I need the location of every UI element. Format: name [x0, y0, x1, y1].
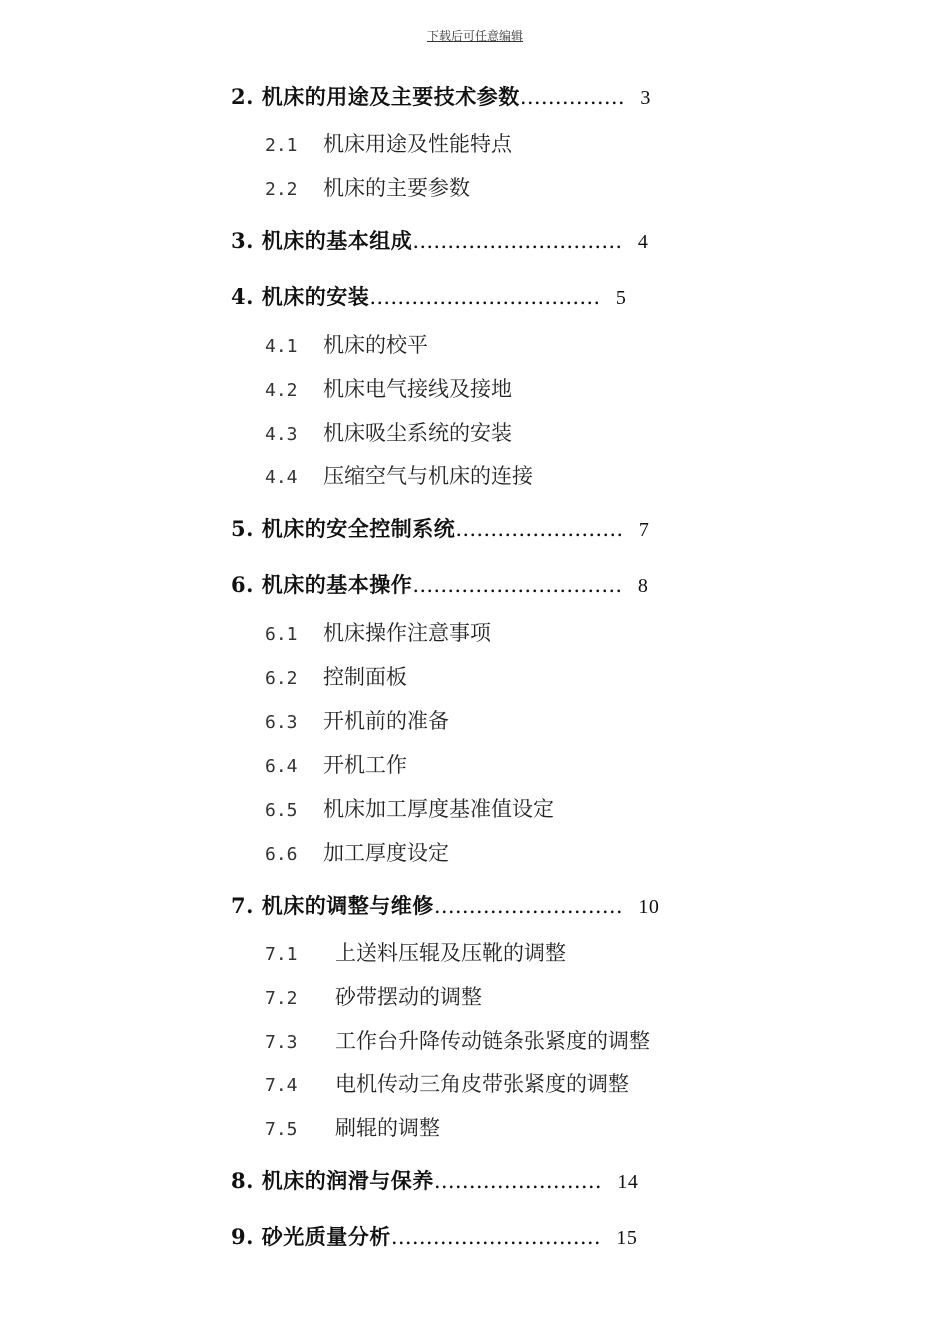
toc-title: 上送料压辊及压靴的调整 [335, 941, 566, 965]
toc-page: 3 [640, 87, 651, 109]
toc-entry-7-4[interactable] [265, 1070, 629, 1100]
toc-title: 机床用途及性能特点 [323, 132, 512, 156]
toc-title: 加工厚度设定 [323, 841, 449, 865]
toc-entry-4-2[interactable] [265, 375, 512, 405]
toc-title: 电机传动三角皮带张紧度的调整 [335, 1072, 629, 1096]
toc-page: 5 [615, 287, 627, 309]
toc-number: 2.1 [265, 135, 298, 156]
toc-entry-4-1[interactable] [265, 331, 428, 361]
toc-title: 9. 砂光质量分析 [231, 1224, 391, 1249]
toc-entry-2-1[interactable] [265, 130, 512, 160]
toc-entry-7-5[interactable] [265, 1114, 440, 1144]
toc-leader: …………………… [433, 1169, 602, 1193]
toc-page: 10 [638, 896, 660, 918]
toc-leader: ………………………… [412, 573, 623, 597]
toc-title: 6. 机床的基本操作 [231, 572, 413, 597]
toc-title: 开机工作 [323, 753, 407, 777]
toc-title: 控制面板 [323, 665, 407, 689]
toc-title: 砂带摆动的调整 [335, 985, 482, 1009]
toc-leader: ……………………… [433, 894, 623, 918]
toc-title: 开机前的准备 [323, 709, 449, 733]
toc-number: 4.2 [265, 380, 298, 401]
toc-leader: ………………………… [412, 229, 623, 253]
toc-entry-7-3[interactable] [265, 1027, 650, 1057]
toc-page: 8 [637, 575, 649, 597]
toc-number: 4.1 [265, 336, 298, 357]
toc-leader: ………………………… [390, 1225, 601, 1249]
toc-entry-4[interactable] [231, 283, 626, 312]
toc-page: 4 [637, 231, 649, 253]
toc-title: 机床操作注意事项 [323, 621, 491, 645]
toc-number: 6.2 [265, 668, 298, 689]
toc-title: 机床加工厚度基准值设定 [323, 797, 554, 821]
toc-title: 8. 机床的润滑与保养 [231, 1168, 434, 1193]
toc-leader: …………………… [455, 517, 624, 541]
toc-entry-6[interactable] [231, 571, 648, 600]
toc-title: 3. 机床的基本组成 [231, 228, 413, 253]
toc-entry-2-2[interactable] [265, 174, 470, 204]
toc-number: 7.4 [265, 1075, 298, 1096]
toc-title: 机床的主要参数 [323, 176, 470, 200]
toc-entry-4-3[interactable] [265, 419, 512, 449]
toc-entry-4-4[interactable] [265, 462, 533, 492]
toc-title: 机床电气接线及接地 [323, 377, 512, 401]
toc-title: 机床的校平 [323, 333, 428, 357]
toc-title: 2. 机床的用途及主要技术参数 [231, 84, 520, 109]
toc-entry-2[interactable] [231, 83, 651, 112]
toc-number: 7.1 [265, 944, 298, 965]
toc-page: 15 [616, 1227, 638, 1249]
toc-number: 6.3 [265, 712, 298, 733]
toc-title: 压缩空气与机床的连接 [323, 464, 533, 488]
toc-title: 5. 机床的安全控制系统 [231, 516, 456, 541]
toc-entry-5[interactable] [231, 515, 649, 544]
toc-entry-8[interactable] [231, 1167, 638, 1196]
toc-number: 2.2 [265, 179, 298, 200]
toc-page: 14 [617, 1171, 639, 1193]
toc-entry-3[interactable] [231, 227, 648, 256]
toc-entry-7-2[interactable] [265, 983, 482, 1013]
toc-page: 7 [638, 519, 650, 541]
header-text: 下载后可任意编辑 [426, 29, 523, 43]
toc-title: 4. 机床的安装 [231, 284, 370, 309]
toc-number: 7.3 [265, 1032, 298, 1053]
toc-leader: …………… [519, 85, 625, 109]
toc-entry-7-1[interactable] [265, 939, 566, 969]
toc-entry-7[interactable] [231, 892, 659, 921]
toc-entry-9[interactable] [231, 1223, 637, 1252]
toc-number: 6.1 [265, 624, 298, 645]
toc-entry-6-1[interactable] [265, 619, 491, 649]
toc-entry-6-2[interactable] [265, 663, 407, 693]
toc-number: 4.4 [265, 467, 298, 488]
toc-title: 机床吸尘系统的安装 [323, 421, 512, 445]
toc-entry-6-4[interactable] [265, 751, 407, 781]
toc-title: 工作台升降传动链条张紧度的调整 [335, 1029, 650, 1053]
toc-number: 6.4 [265, 756, 298, 777]
toc-entry-6-5[interactable] [265, 795, 554, 825]
page-header [0, 27, 950, 44]
toc-title: 刷辊的调整 [335, 1116, 440, 1140]
toc-number: 6.6 [265, 844, 298, 865]
toc-title: 7. 机床的调整与维修 [231, 893, 434, 918]
toc-number: 7.5 [265, 1119, 298, 1140]
toc-leader: …………………………… [369, 285, 601, 309]
toc-number: 6.5 [265, 800, 298, 821]
toc-number: 7.2 [265, 988, 298, 1009]
toc-number: 4.3 [265, 424, 298, 445]
toc-entry-6-6[interactable] [265, 839, 449, 869]
toc-entry-6-3[interactable] [265, 707, 449, 737]
